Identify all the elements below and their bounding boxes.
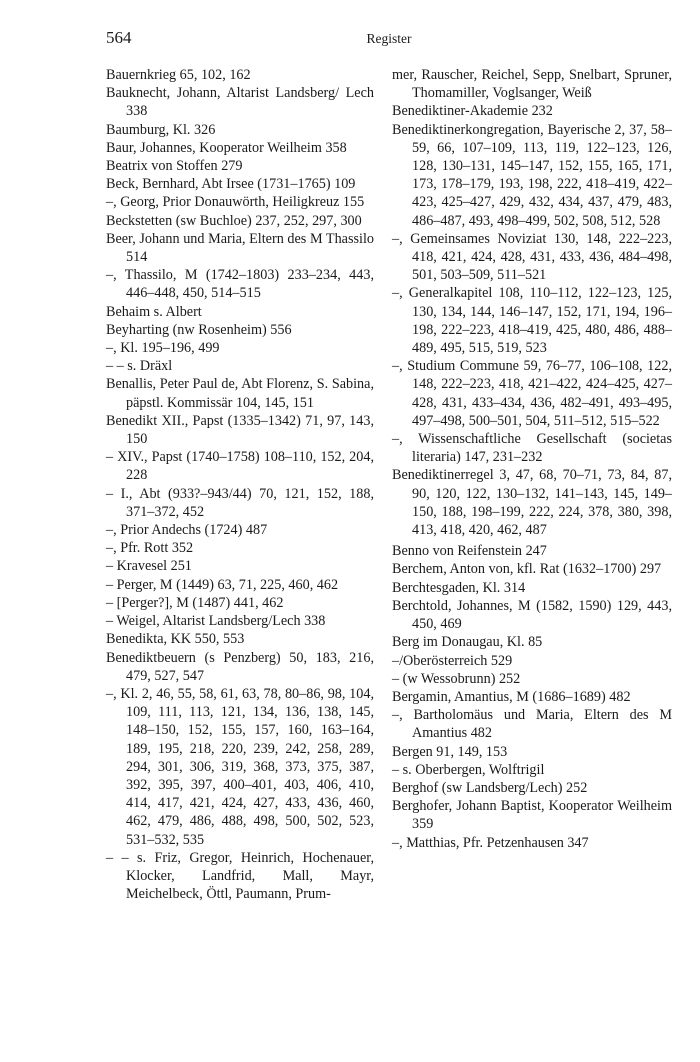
index-entry: Bergamin, Amantius, M (1686–1689) 482 — [392, 688, 631, 705]
index-entry: Beer, Johann und Maria, Eltern des M Thassilo 514 — [106, 230, 374, 266]
index-column-right — [392, 66, 672, 852]
index-entry: –, Thassilo, M (1742–1803) 233–234, 443, 446–448, 450, 514–515 — [106, 267, 374, 302]
index-entry: Beyharting (nw Rosenheim) 556 — [106, 321, 292, 338]
index-entry: –, Gemeinsames Noviziat 130, 148, 222–223, 418, 421, 424, 428, 431, 433, 436, 484–498, 501, 503–509, 511–521 — [392, 230, 672, 284]
index-entry: –/Oberösterreich 529 — [392, 652, 513, 669]
index-entry: Berghof (sw Landsberg/Lech) 252 — [392, 779, 588, 796]
index-entry: Bauknecht, Johann, Altarist Landsberg/ Lech 338 — [106, 85, 374, 120]
index-entry: Bauernkrieg 65, 102, 162 — [106, 67, 251, 83]
header-title: Register — [366, 31, 412, 46]
index-entry: Beckstetten (sw Buchloe) 237, 252, 297, 300 — [106, 212, 362, 229]
index-entry: Benedikta, KK 550, 553 — [106, 631, 245, 648]
index-entry: – – s. Friz, Gregor, Heinrich, Hochenauer, Klocker, Landfrid, Mall, Mayr, Meichelbeck, Öttl, Paumann, Prum- — [106, 849, 374, 903]
index-entry: –, Generalkapitel 108, 110–112, 122–123, 125, 130, 134, 144, 146–147, 152, 171, 194, 196–198, 222–223, 418–419, 425, 480, 486, 488–489, 495, 515, 519, 523 — [392, 285, 672, 357]
index-entry: – (w Wessobrunn) 252 — [392, 670, 521, 687]
index-entry: Beatrix von Stoffen 279 — [106, 158, 243, 175]
index-entry: Beck, Bernhard, Abt Irsee (1731–1765) 109 — [106, 176, 356, 193]
index-entry: Benediktinerkongregation, Bayerische 2, 37, 58–59, 66, 107–109, 113, 119, 122–123, 126, 128, 130–131, 145–147, 152, 155, 165, 171, 173, 178–179, 193, 198, 222, 418–419, 422–423, 425–427, 429, 432, 434, 437, 479, 483, 486–487, 493, 498–499, 502, 508, 512, 528 — [392, 121, 672, 229]
index-entry: Berghofer, Johann Baptist, Kooperator Weilheim 359 — [392, 798, 672, 833]
index-entry: –, Wissenschaftliche Gesellschaft (societas literaria) 147, 231–232 — [392, 431, 672, 466]
index-entry: – s. Oberbergen, Wolftrigil — [392, 761, 545, 778]
index-entry: –, Kl. 2, 46, 55, 58, 61, 63, 78, 80–86, 98, 104, 109, 111, 113, 121, 134, 136, 138, 145, 148–150, 152, 155, 157, 160, 163–164, 189, 195, 218, 220, 239, 242, 258, 289, 294, 301, 306, 319, 368, 373, 375, 387, 392, 395, 397, 400–401, 403, 406, 410, 414, 417, 421, 424, 427, 433, 436, 460, 462, 479, 486, 488, 498, 500, 502, 523, 531–532, 535 — [106, 685, 374, 848]
index-entry: –, Matthias, Pfr. Petzenhausen 347 — [392, 834, 589, 851]
index-entry: –, Prior Andechs (1724) 487 — [106, 522, 268, 539]
index-entry: Berg im Donaugau, Kl. 85 — [392, 634, 543, 651]
index-entry: – Weigel, Altarist Landsberg/Lech 338 — [106, 613, 326, 630]
index-entry: – – s. Dräxl — [106, 358, 173, 375]
index-entry: Behaim s. Albert — [106, 303, 202, 320]
index-entry: – I., Abt (933?–943/44) 70, 121, 152, 188, 371–372, 452 — [106, 485, 374, 520]
index-entry: – Perger, M (1449) 63, 71, 225, 460, 462 — [106, 576, 339, 593]
index-entry: –, Studium Commune 59, 76–77, 106–108, 122, 148, 222–223, 418, 421–422, 424–425, 427–428, 431, 433–434, 436, 482–491, 493–495, 497–498, 500–501, 504, 511–512, 515–522 — [392, 358, 672, 429]
index-entry: mer, Rauscher, Reichel, Sepp, Snelbart, Spruner, Thomamiller, Voglsanger, Weiß — [392, 67, 672, 102]
index-entry: –, Pfr. Rott 352 — [106, 540, 194, 557]
page-number: 564 — [106, 28, 132, 47]
index-entry: –, Kl. 195–196, 499 — [106, 340, 220, 357]
index-entry: Benediktbeuern (s Penzberg) 50, 183, 216, 479, 527, 547 — [106, 649, 374, 684]
index-entry: Berchtold, Johannes, M (1582, 1590) 129, 443, 450, 469 — [392, 597, 672, 633]
index-entry: Benallis, Peter Paul de, Abt Florenz, S. Sabina, päpstl. Kommissär 104, 145, 151 — [106, 376, 374, 411]
index-entry: –, Bartholomäus und Maria, Eltern des M Amantius 482 — [392, 707, 672, 742]
index-entry: Benediktiner-Akademie 232 — [392, 103, 553, 120]
index-entry: Bergen 91, 149, 153 — [392, 743, 508, 760]
index-entry: Benediktinerregel 3, 47, 68, 70–71, 73, 84, 87, 90, 120, 122, 130–132, 141–143, 145, 149–150, 188, 198–199, 222, 224, 378, 380, 398, 413, 418, 420, 462, 487 — [392, 467, 672, 539]
index-entry: Baumburg, Kl. 326 — [106, 121, 216, 138]
index-entry: Benno von Reifenstein 247 — [392, 543, 547, 560]
index-entry: – XIV., Papst (1740–1758) 108–110, 152, 204, 228 — [106, 449, 374, 484]
running-head — [106, 28, 672, 50]
index-column-left — [106, 66, 374, 903]
index-entry: – [Perger?], M (1487) 441, 462 — [106, 594, 284, 611]
index-entry: Berchtesgaden, Kl. 314 — [392, 579, 526, 596]
index-entry: –, Georg, Prior Donauwörth, Heiligkreuz 155 — [106, 194, 365, 211]
index-entry: Baur, Johannes, Kooperator Weilheim 358 — [106, 139, 347, 156]
index-entry: Benedikt XII., Papst (1335–1342) 71, 97, 143, 150 — [106, 412, 374, 448]
index-entry: – Kravesel 251 — [106, 558, 192, 575]
index-entry: Berchem, Anton von, kfl. Rat (1632–1700) 297 — [392, 561, 662, 578]
